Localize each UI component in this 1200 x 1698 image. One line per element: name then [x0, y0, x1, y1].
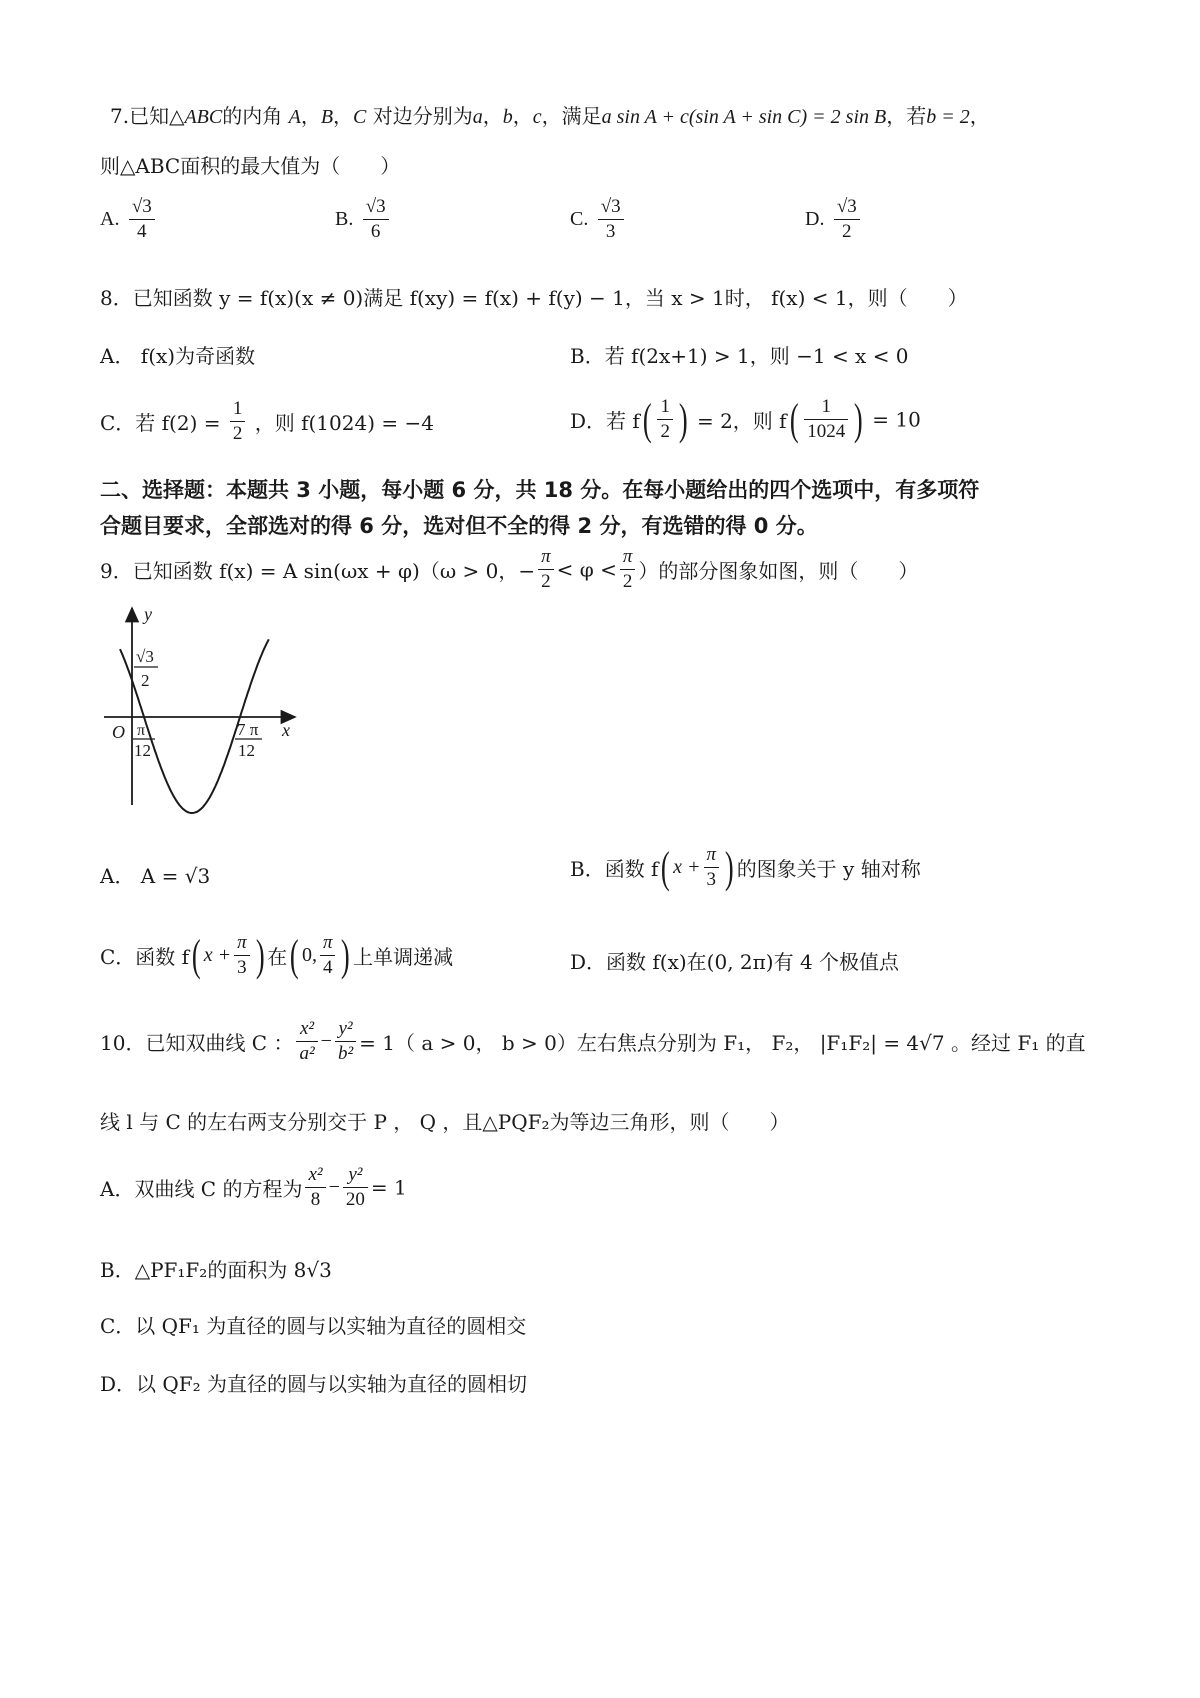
paren-close: ) — [724, 843, 734, 892]
q7-text4: ，若 — [886, 104, 927, 128]
q7-text3: ，满足 — [541, 104, 602, 128]
q8d-fraction2 — [804, 396, 848, 443]
numerator: √3 — [131, 196, 152, 217]
q9b-fraction — [704, 844, 720, 891]
option-label: B. — [335, 208, 354, 230]
paren-open: ( — [290, 931, 300, 980]
q7-text: 的内角 — [222, 104, 283, 128]
x-tick2-numerator: 7 π — [237, 720, 259, 739]
q7-c-fraction — [598, 196, 624, 243]
q7-option-c[interactable] — [570, 196, 627, 243]
minus-sign: − — [328, 1176, 340, 1198]
q9-option-d[interactable]: D．函数 f(x)在(0, 2π)有 4 个极值点 — [570, 950, 900, 974]
q8-option-b[interactable]: B．若 f(2x+1) > 1，则 −1 < x < 0 — [570, 344, 909, 368]
minus-sign: − — [320, 1030, 332, 1052]
paren-close: ) — [255, 931, 265, 980]
denominator: 2 — [834, 219, 860, 243]
q7-text2: 对边分别为 — [372, 104, 473, 128]
q8d-text: D．若 f — [570, 409, 640, 433]
q7-option-d[interactable] — [805, 196, 863, 243]
q7-a-fraction — [129, 196, 155, 243]
numerator: x² — [308, 1164, 323, 1185]
denominator: 2 — [230, 421, 246, 445]
q9c-text: C．函数 f — [100, 945, 190, 969]
option-label: C. — [570, 208, 589, 230]
q7-stem-line1: 7.已知△ABC的内角 A，B，C 对边分别为a，b，c，满足a sin A + c(sin A + sin C) = 2 sin B，若b = 2， — [110, 104, 990, 128]
q10-x-fraction — [296, 1018, 317, 1065]
q9-graph — [100, 600, 310, 820]
q10-option-d[interactable]: D．以 QF₂ 为直径的圆与以实轴为直径的圆相切 — [100, 1372, 528, 1396]
q8-stem: 8．已知函数 y = f(x)(x ≠ 0)满足 f(xy) = f(x) + f(y) − 1，当 x > 1时， f(x) < 1，则（ ） — [100, 286, 968, 310]
x-tick1-numerator: π — [137, 722, 146, 739]
q9b-text: B．函数 f — [570, 857, 659, 881]
q9c-x: x + — [203, 944, 232, 966]
q8-option-d[interactable] — [570, 394, 921, 445]
q10a-y-fraction — [343, 1164, 368, 1211]
q10a-x-fraction — [305, 1164, 325, 1211]
q9c-mid: 在 — [267, 945, 288, 969]
q10-option-b[interactable]: B．△PF₁F₂的面积为 8√3 — [100, 1258, 332, 1282]
q10-text: 10．已知双曲线 C ： — [100, 1031, 294, 1055]
q10-option-a[interactable] — [100, 1164, 407, 1211]
denominator: 8 — [305, 1187, 325, 1211]
q10-text2: = 1（ a > 0， b > 0）左右焦点分别为 F₁， F₂， |F₁F₂| = 4√7 。经过 F₁ 的直 — [359, 1031, 1086, 1055]
triangle-abc: ABC — [184, 106, 223, 128]
q10a-text: A．双曲线 C 的方程为 — [100, 1177, 303, 1201]
denominator: a² — [296, 1041, 317, 1065]
q9-text2: ）的部分图象如图，则（ ） — [638, 559, 919, 583]
denominator: 2 — [620, 569, 636, 593]
q10-stem-line2: 线 l 与 C 的左右两支分别交于 P ， Q ，且△PQF₂为等边三角形，则（ ） — [100, 1110, 790, 1134]
denominator: 3 — [234, 955, 250, 979]
var-b-upper: B — [320, 106, 334, 128]
q9c-text2: 上单调递减 — [353, 945, 454, 969]
q9c-interval: 0, — [301, 944, 317, 966]
denominator: 4 — [320, 955, 336, 979]
numerator: 1 — [232, 398, 243, 419]
numerator: 1 — [660, 396, 670, 417]
q9b-text2: 的图象关于 y 轴对称 — [736, 857, 921, 881]
q8c-text2: ，则 f(1024) = −4 — [254, 411, 434, 435]
paren-close: ) — [854, 395, 863, 444]
numerator: π — [622, 546, 633, 567]
numerator: 1 — [821, 396, 831, 417]
q9b-x: x + — [673, 856, 701, 878]
denominator: 2 — [538, 569, 554, 593]
q7-stem-line2: 则△ABC面积的最大值为（ ） — [100, 154, 401, 178]
option-label: A. — [100, 208, 120, 230]
q9-stem — [100, 546, 918, 593]
q7-d-fraction — [834, 196, 860, 243]
q8d-text3: = 10 — [872, 407, 921, 432]
numerator: √3 — [365, 196, 386, 217]
var-b: b — [502, 106, 513, 128]
option-label: D. — [805, 208, 825, 230]
q8-option-c[interactable] — [100, 398, 434, 445]
q7-condition: a sin A + c(sin A + sin C) = 2 sin B — [601, 106, 887, 128]
q9-option-c[interactable] — [100, 930, 453, 981]
paren-open: ( — [661, 843, 671, 892]
q7-option-b[interactable] — [335, 196, 392, 243]
q9-option-a[interactable]: A． A = √3 — [100, 864, 211, 888]
q7-option-a[interactable] — [100, 196, 158, 243]
section2-line2: 合题目要求，全部选对的得 6 分，选对但不全的得 2 分，有选错的得 0 分。 — [100, 514, 818, 538]
paren-open: ( — [642, 395, 652, 444]
q9-text: 9．已知函数 f(x) = A sin(ωx + φ)（ω > 0，− — [100, 559, 536, 583]
var-a: a — [472, 106, 483, 128]
var-c-upper: C — [353, 106, 367, 128]
denominator: 3 — [704, 867, 720, 891]
paren-open: ( — [191, 931, 201, 980]
denominator: 20 — [343, 1187, 368, 1211]
q8d-text2: = 2，则 f — [696, 409, 787, 433]
denominator: 3 — [598, 219, 624, 243]
paren-open: ( — [789, 395, 799, 444]
q7-b-fraction — [363, 196, 389, 243]
numerator: π — [237, 932, 247, 953]
q9c-fraction2 — [320, 932, 336, 979]
x-tick1-denominator: 12 — [134, 741, 151, 760]
q9-lt: < φ < — [556, 557, 617, 582]
denominator: b² — [335, 1041, 356, 1065]
q10-stem-line1 — [100, 1018, 1086, 1065]
q7-b-value: b = 2 — [926, 106, 970, 128]
denominator: 2 — [657, 419, 673, 443]
q8c-text: C．若 f(2) = — [100, 411, 221, 435]
y-tick-denominator: 2 — [141, 671, 150, 690]
x-axis-label: x — [282, 720, 290, 740]
origin-label: O — [112, 722, 125, 742]
var-c: c — [532, 106, 542, 128]
paren-close: ) — [341, 931, 351, 980]
y-axis-label: y — [144, 604, 152, 624]
numerator: y² — [338, 1018, 353, 1039]
numerator: √3 — [836, 196, 857, 217]
q7-text5: ， — [969, 104, 990, 128]
q9-frac2 — [620, 546, 636, 593]
numerator: y² — [348, 1164, 363, 1185]
q10a-text2: = 1 — [370, 1175, 407, 1200]
q9-option-b[interactable] — [570, 842, 921, 893]
numerator: π — [541, 546, 551, 567]
paren-close: ) — [678, 395, 688, 444]
denominator: 1024 — [804, 419, 848, 443]
x-tick2-denominator: 12 — [238, 741, 255, 760]
q10-y-fraction — [335, 1018, 356, 1065]
numerator: x² — [300, 1018, 315, 1039]
numerator: π — [706, 844, 717, 865]
denominator: 4 — [129, 219, 155, 243]
q8d-fraction1 — [657, 396, 673, 443]
q8c-fraction — [230, 398, 246, 445]
q10-option-c[interactable]: C．以 QF₁ 为直径的圆与以实轴为直径的圆相交 — [100, 1314, 527, 1338]
var-a-upper: A — [288, 106, 301, 128]
y-tick-numerator: √3 — [136, 647, 154, 666]
numerator: π — [322, 932, 333, 953]
numerator: √3 — [600, 196, 621, 217]
q8-option-a[interactable]: A． f(x)为奇函数 — [100, 344, 256, 368]
q7-prefix: 7.已知△ — [110, 104, 185, 128]
q9-frac1 — [538, 546, 554, 593]
denominator: 6 — [363, 219, 389, 243]
section2-line1: 二、选择题：本题共 3 小题，每小题 6 分，共 18 分。在每小题给出的四个选项中，有多项符 — [100, 478, 980, 502]
q9c-fraction — [234, 932, 250, 979]
